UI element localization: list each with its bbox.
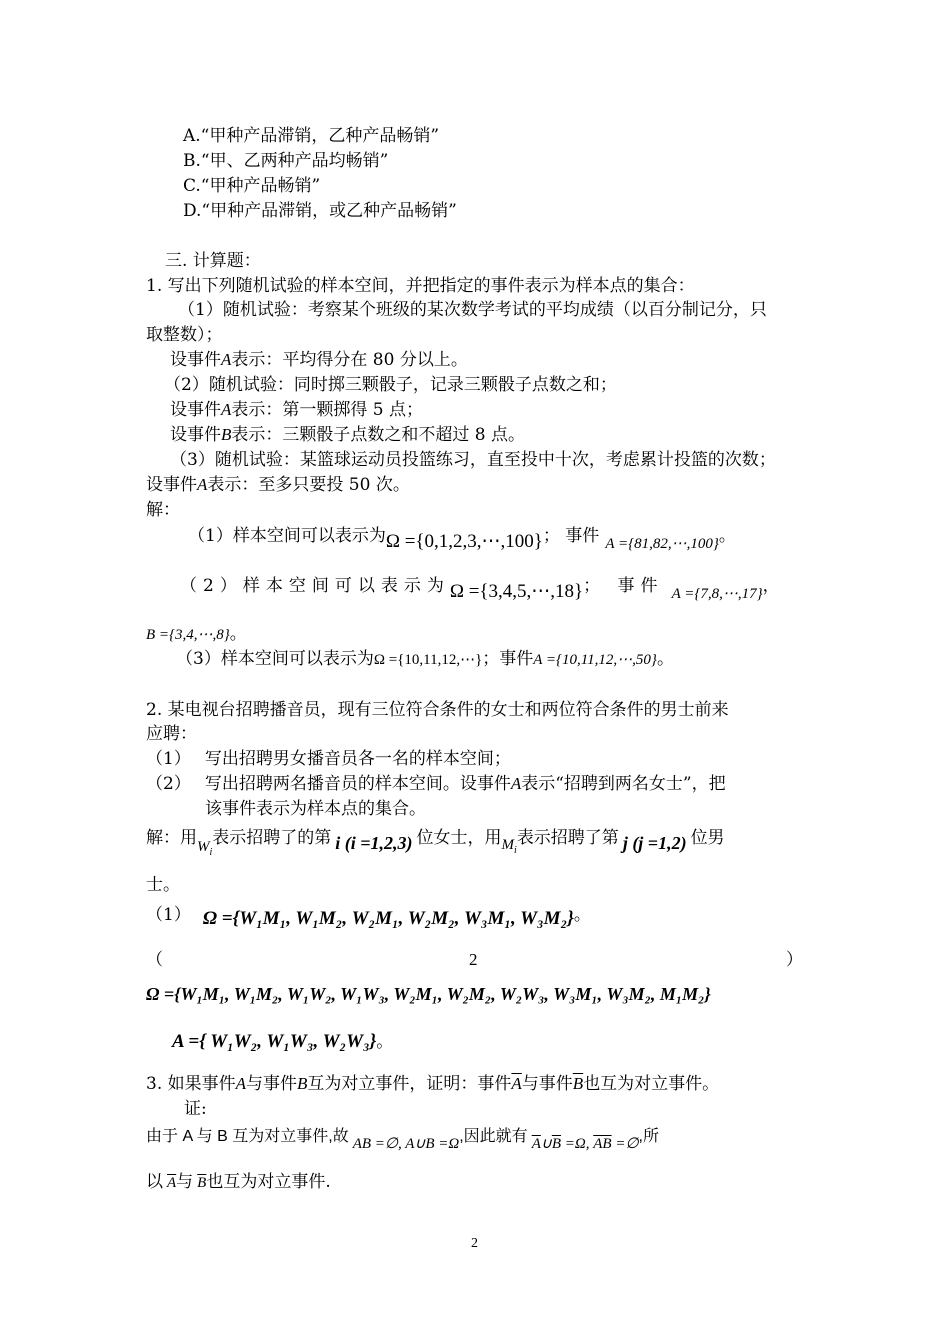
q2-item-2: （2） 写出招聘两名播音员的样本空间。设事件A表示“招聘到两名女士”，把 <box>146 774 726 794</box>
q1-part2-line1: （2）随机试验：同时掷三颗骰子，记录三颗骰子点数之和； <box>164 375 617 395</box>
option-a: A.“甲种产品滞销，乙种产品畅销” <box>183 126 440 146</box>
q3-title: 3. 如果事件A与事件B互为对立事件，证明：事件$\overline{A}$与事件$\overline{B}$也互为对立事件。 <box>146 1074 720 1094</box>
q3-proof-line2: 以 $\overline{A}$与 $\overline{B}$也互为对立事件. <box>146 1172 331 1192</box>
q1-solution-1: （1）样本空间可以表示为Ω ={0,1,2,3,⋯,100}； 事件 A ={81,82,⋯,100}。 <box>188 526 736 552</box>
q2-solution-intro: 解：用$W_i$表示招聘了的第 i (i =1,2,3) 位女士，用$M_i$表示招聘了第 j (j =1,2) 位男 <box>146 828 725 858</box>
q2-title: 2. 某电视台招聘播音员，现有三位符合条件的女士和两位符合条件的男士前来 <box>146 700 729 720</box>
page-number: 2 <box>471 1236 478 1251</box>
q1-part3-event: 设事件A表示：至多只要投 50 次。 <box>146 475 410 495</box>
q2-answer-2-event: A ={ W₁W₂, W₁W₃, W₂W₃}。 <box>172 1031 394 1052</box>
q2-answer-2-set: Ω ={W₁M₁, W₁M₂, W₁W₂, W₁W₃, W₂M₁, W₂M₂, W₂W₃, W₃M₁, W₃M₂, M₁M₂} <box>146 984 711 1004</box>
q1-solution-label: 解： <box>146 500 180 520</box>
q1-title: 1. 写出下列随机试验的样本空间，并把指定的事件表示为样本点的集合： <box>146 276 695 296</box>
q1-part2-event-b: 设事件B表示：三颗骰子点数之和不超过 8 点。 <box>170 425 526 445</box>
q2-answer-1: （1） Ω ={W₁M₁, W₁M₂, W₂M₁, W₂M₂, W₃M₁, W₃M₂}。 <box>146 905 591 929</box>
option-b: B.“甲、乙两种产品均畅销” <box>183 151 389 171</box>
q3-proof-label: 证: <box>184 1099 207 1119</box>
q1-solution-3: （3）样本空间可以表示为Ω ={10,11,12,⋯}；事件A ={10,11,12,⋯,50}。 <box>176 649 674 669</box>
q2-answer-2-close: ） <box>786 950 803 970</box>
q2-answer-2-number: 2 <box>469 950 478 969</box>
q1-part3-line1: （3）随机试验：某篮球运动员投篮练习，直至投中十次，考虑累计投篮的次数； <box>170 450 776 470</box>
q1-part1-event: 设事件A表示：平均得分在 80 分以上。 <box>170 350 468 370</box>
q1-solution-2: （2）样本空间可以表示为Ω ={3,4,5,⋯,18}； 事件 A ={7,8,⋯,17}， <box>180 576 786 602</box>
option-d: D.“甲种产品滞销，或乙种产品畅销” <box>183 201 457 221</box>
q2-answer-2-open: （ <box>146 950 163 970</box>
q1-part2-event-a: 设事件A表示：第一颗掷得 5 点； <box>170 400 424 420</box>
q2-item-1: （1） 写出招聘男女播音员各一名的样本空间； <box>146 749 511 769</box>
q3-proof-line1: 由于 A 与 B 互为对立事件,故 AB =∅, A∪B =Ω,因此就有 $\overline{A}\cup\overline{B} =\Omega$, $\overline{AB}$ =∅,所 <box>146 1128 659 1152</box>
q1-solution-2b: B ={3,4,⋯,8}。 <box>146 624 247 644</box>
q2-item-2-cont: 该事件表示为样本点的集合。 <box>205 799 426 819</box>
q1-part1-line1: （1）随机试验：考察某个班级的某次数学考试的平均成绩（以百分制记分，只 <box>178 300 767 320</box>
q2-solution-intro-cont: 士。 <box>146 875 180 895</box>
q2-title-cont: 应聘： <box>146 724 197 744</box>
q1-part1-line2: 取整数）； <box>146 325 223 345</box>
option-c: C.“甲种产品畅销” <box>183 176 321 196</box>
section-heading: 三. 计算题： <box>165 251 261 271</box>
